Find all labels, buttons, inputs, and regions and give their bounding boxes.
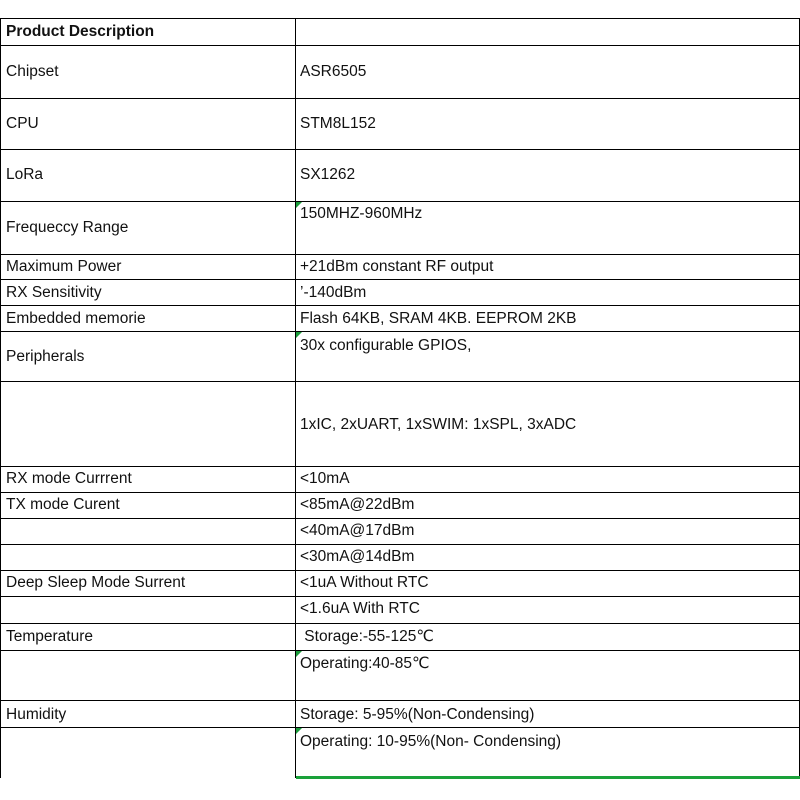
row-label: RX mode Currrent [6,470,132,487]
row-value: SX1262 [300,166,356,183]
table-header: Product Description [6,23,155,40]
row-label: Embedded memorie [6,310,146,327]
row-label: Temperature [6,628,94,645]
row-label: CPU [6,115,39,132]
row-value: Flash 64KB, SRAM 4KB. EEPROM 2KB [300,310,577,327]
row-value: 30x configurable GPIOS, [300,337,472,354]
row-label: Maximum Power [6,258,122,275]
row-value: 150MHZ-960MHz [300,205,423,222]
bottom-accent-bar [296,776,800,779]
row-value: +21dBm constant RF output [300,258,494,275]
row-value: <40mA@17dBm [300,522,415,539]
row-value: Operating:40-85℃ [300,655,430,672]
row-value: ASR6505 [300,63,367,80]
row-label: Chipset [6,63,59,80]
row-label: Frequeccy Range [6,219,129,236]
row-label: Deep Sleep Mode Surrent [6,574,186,591]
row-value: <1uA Without RTC [300,574,429,591]
row-value: Operating: 10-95%(Non- Condensing) [300,733,562,750]
row-label: TX mode Curent [6,496,120,513]
row-value: ’-140dBm [300,284,367,301]
row-value: STM8L152 [300,115,376,132]
row-value: Storage:-55-125℃ [300,628,434,645]
row-value: 1xIC, 2xUART, 1xSWIM: 1xSPL, 3xADC [300,416,577,433]
row-label: Peripherals [6,348,85,365]
row-label: RX Sensitivity [6,284,102,301]
row-value: <1.6uA With RTC [300,600,420,617]
row-label: Humidity [6,706,67,723]
row-value: <85mA@22dBm [300,496,415,513]
row-value: Storage: 5-95%(Non-Condensing) [300,706,535,723]
row-label: LoRa [6,166,44,183]
row-value: <30mA@14dBm [300,548,415,565]
row-value: <10mA [300,470,350,487]
